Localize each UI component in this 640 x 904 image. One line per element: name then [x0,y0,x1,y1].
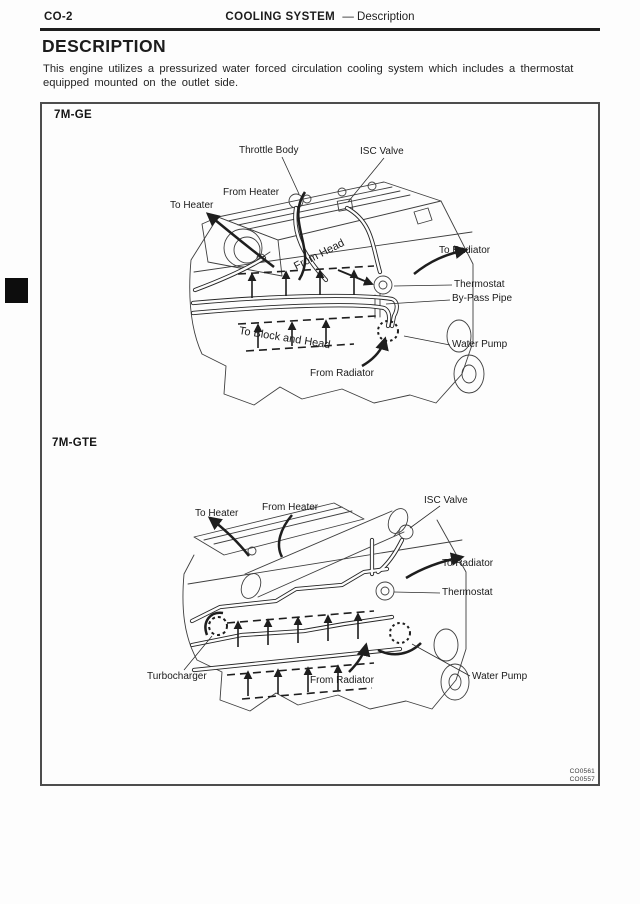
label-to-radiator: To Radiator [439,245,491,256]
label-bypass-pipe: By-Pass Pipe [452,293,513,304]
section-title: COOLING SYSTEM [225,11,336,23]
label-to-heater: To Heater [170,200,214,211]
label-gte-isc-valve: ISC Valve [424,495,468,506]
label-gte-thermostat: Thermostat [442,587,493,598]
7m-gte-flow-arrows [205,515,462,699]
page-title: DESCRIPTION [42,36,166,56]
label-throttle-body: Throttle Body [239,145,299,156]
figure-codes [570,768,595,783]
figure-code-2: CO0557 [569,775,595,783]
subsection-title: — Description [342,11,415,23]
label-isc-valve: ISC Valve [360,146,404,157]
thumb-index-tab [5,278,28,303]
label-from-radiator: From Radiator [310,368,374,379]
figure-code-1: CO0561 [569,768,595,775]
header-rule [40,28,600,31]
label-gte-to-heater: To Heater [195,508,239,519]
7m-ge-flow-arrows [208,192,466,366]
label-thermostat: Thermostat [454,279,505,290]
diagram-name-7m-gte: 7M-GTE [52,437,98,449]
label-gte-from-radiator: From Radiator [310,675,374,686]
label-gte-from-heater: From Heater [262,502,319,513]
intro-paragraph [43,62,600,90]
intro-line-2: equipped mounted on the outlet side. [43,77,239,89]
label-water-pump: Water Pump [452,339,508,350]
running-header [0,11,640,23]
figure-box [40,102,600,786]
label-gte-turbocharger: Turbocharger [147,671,207,682]
label-from-head: From Head [292,237,347,273]
diagram-name-7m-ge: 7M-GE [54,109,92,121]
label-gte-to-radiator: To Radiator [442,558,494,569]
label-to-block-and-head: To Block and Head [238,325,332,352]
page-number: CO-2 [44,11,73,23]
7m-gte-pipes [192,540,402,670]
label-gte-water-pump: Water Pump [472,671,528,682]
intro-line-1: This engine utilizes a pressurized water forced circulation cooling system which includes a thermostat [43,63,574,75]
label-from-heater: From Heater [223,187,280,198]
